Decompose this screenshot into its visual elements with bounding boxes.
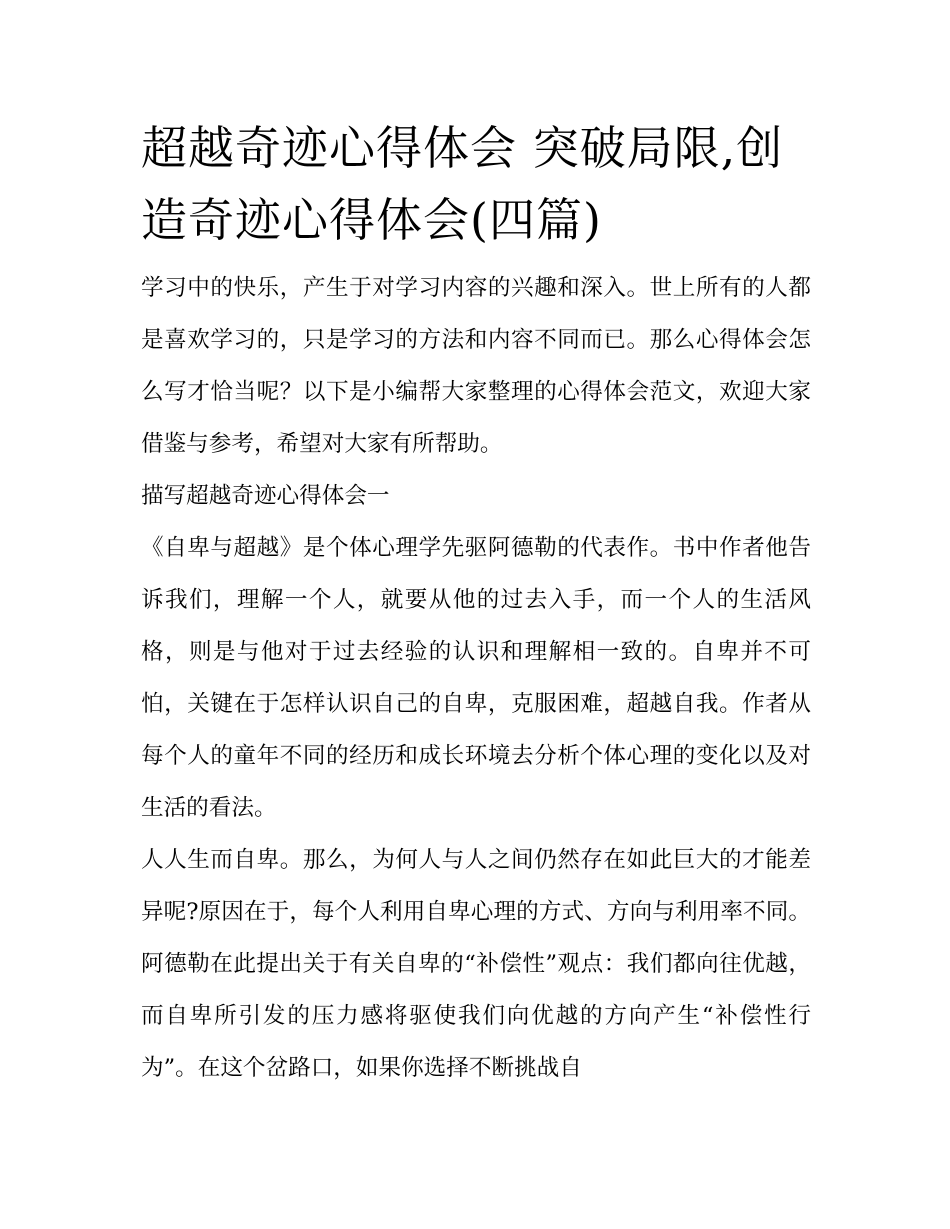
- body-paragraph: 人人生而自卑。那么，为何人与人之间仍然存在如此巨大的才能差异呢?原因在于，每个人利用自卑心理的方式、方向与利用率不同。阿德勒在此提出关于有关自卑的“补偿性”观点：我们都向往优越，而自卑所引发的压力感将驱使我们向优越的方向产生“补偿性行为”。在这个岔路口，如果你选择不断挑战自: [141, 847, 811, 1081]
- section-heading: 描写超越奇迹心得体会一: [141, 483, 390, 509]
- document-body: [141, 262, 811, 1094]
- body-paragraph: 《自卑与超越》是个体心理学先驱阿德勒的代表作。书中作者他告诉我们，理解一个人，就要从他的过去入手，而一个人的生活风格，则是与他对于过去经验的认识和理解相一致的。自卑并不可怕，关键在于怎样认识自己的自卑，克服困难，超越自我。作者从每个人的童年不同的经历和成长环境去分析个体心理的变化以及对生活的看法。: [141, 535, 811, 821]
- intro-paragraph: 学习中的快乐，产生于对学习内容的兴趣和深入。世上所有的人都是喜欢学习的，只是学习的方法和内容不同而已。那么心得体会怎么写才恰当呢？以下是小编帮大家整理的心得体会范文，欢迎大家借鉴与参考，希望对大家有所帮助。: [141, 275, 811, 457]
- document-content: [141, 112, 811, 1094]
- document-title: 超越奇迹心得体会 突破局限,创造奇迹心得体会(四篇): [141, 121, 784, 247]
